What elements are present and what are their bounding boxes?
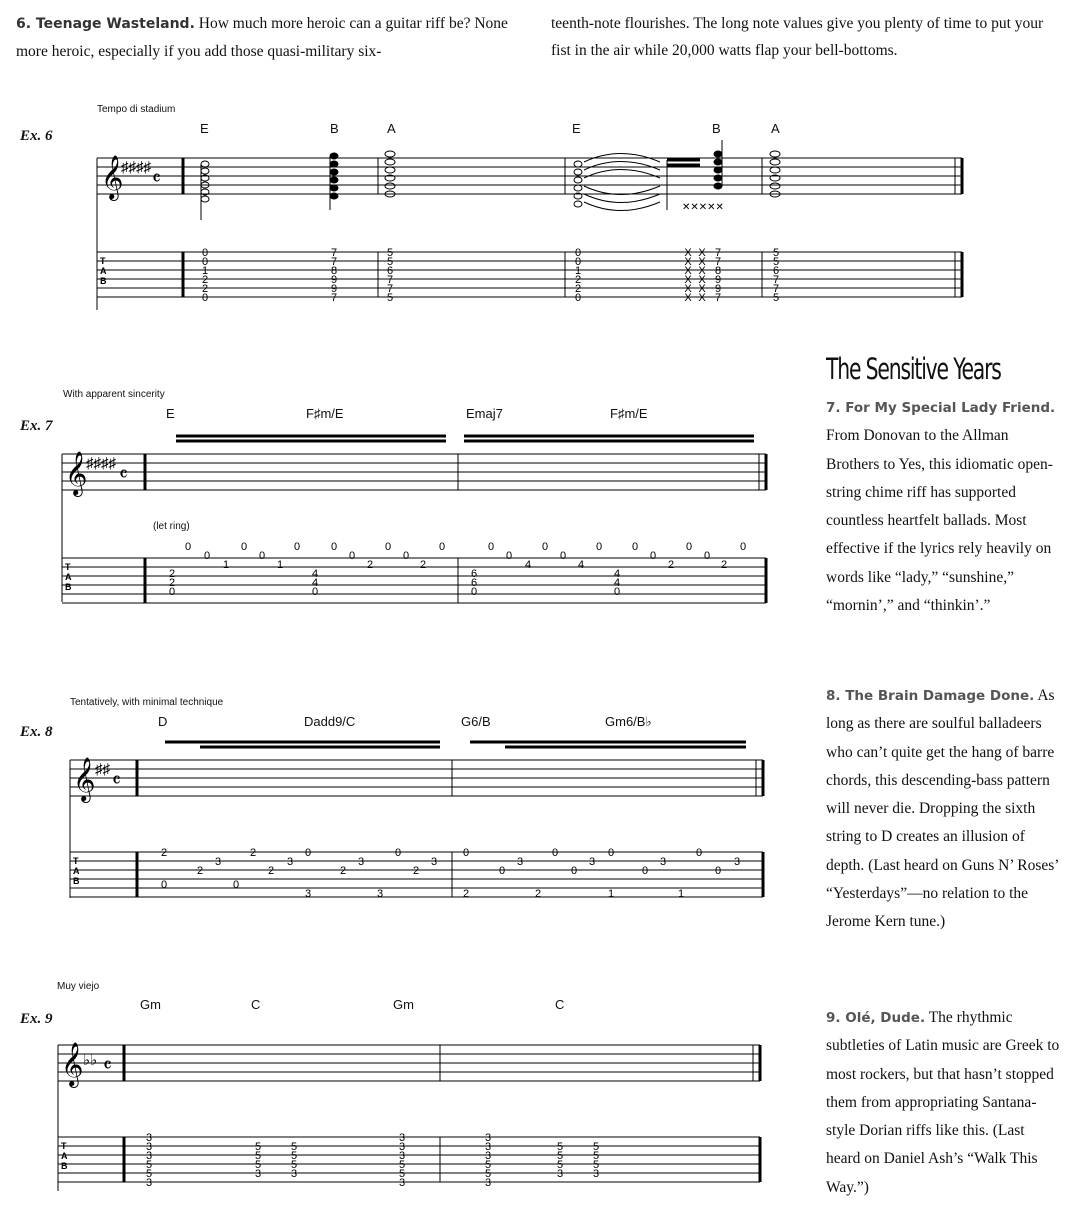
sidebar-body-8: As long as there are soulful balladeers who can’t quite get the hang of barre chords, this descending-bass pattern will never die. Dropping the sixth string to D creates an illusion of depth. (Last heard on Guns N’ Roses’ “Yesterdays”—no relation to the Jerome Kern tune.) xyxy=(826,687,1059,931)
svg-text:4: 4 xyxy=(613,577,621,589)
svg-text:3: 3 xyxy=(430,856,438,868)
ex6-chord-4: E xyxy=(572,121,581,136)
ex6-tab-m7-s3: 8 xyxy=(714,265,722,277)
ex6-tab-m7-s4: 9 xyxy=(714,274,722,286)
intro-col2 xyxy=(551,10,1059,64)
sidebar-item-8 xyxy=(826,682,1062,937)
svg-text:0: 0 xyxy=(703,550,711,562)
sidebar-body-9: The rhythmic subtleties of Latin music are Greek to most rockers, but that hasn’t stopped them from appropriating Santana-style Dorian riffs like this. (Last heard on Daniel Ash’s “Walk This Way.”) xyxy=(826,1009,1060,1196)
svg-text:0: 0 xyxy=(739,541,747,553)
ex6-tab-m8-s2: 5 xyxy=(772,256,780,268)
ex6-tab-m6-s1: X xyxy=(698,247,706,259)
ex6-tab-m1-s2: 0 xyxy=(201,256,209,268)
svg-text:5: 5 xyxy=(145,1159,153,1171)
ex6-tab-m4-s6: 0 xyxy=(574,292,582,304)
svg-text:0: 0 xyxy=(384,541,392,553)
ex6-tab-m5-s3: X xyxy=(684,265,692,277)
svg-text:5: 5 xyxy=(145,1168,153,1180)
svg-text:5: 5 xyxy=(398,1168,406,1180)
svg-text:0: 0 xyxy=(168,586,176,598)
svg-text:2: 2 xyxy=(462,888,470,900)
ex6-tab-m6-s4: X xyxy=(698,274,706,286)
svg-text:3: 3 xyxy=(357,856,365,868)
svg-text:0: 0 xyxy=(160,879,168,891)
svg-text:0: 0 xyxy=(607,847,615,859)
sidebar-item-9 xyxy=(826,1004,1062,1202)
svg-text:2: 2 xyxy=(667,559,675,571)
svg-text:5: 5 xyxy=(398,1159,406,1171)
ex6-tab-m5-s1: X xyxy=(684,247,692,259)
svg-text:0: 0 xyxy=(641,865,649,877)
svg-text:1: 1 xyxy=(222,559,230,571)
svg-text:0: 0 xyxy=(559,550,567,562)
svg-text:A: A xyxy=(100,266,107,276)
svg-text:3: 3 xyxy=(484,1141,492,1153)
svg-text:4: 4 xyxy=(311,577,319,589)
intro-col1 xyxy=(16,10,526,65)
svg-text:♯♯: ♯♯ xyxy=(95,761,110,778)
svg-text:2: 2 xyxy=(419,559,427,571)
svg-text:0: 0 xyxy=(613,586,621,598)
svg-text:0: 0 xyxy=(232,879,240,891)
ex6-chord-3: A xyxy=(387,121,396,136)
ex7-chord-2: F♯m/E xyxy=(306,406,344,421)
svg-text:A: A xyxy=(61,1151,68,1161)
ex6-tab-m5-s4: X xyxy=(684,274,692,286)
svg-text:2: 2 xyxy=(720,559,728,571)
ex6-heading: 6. Teenage Wasteland. xyxy=(16,16,195,32)
svg-text:3: 3 xyxy=(588,856,596,868)
svg-text:3: 3 xyxy=(304,888,312,900)
ex6-tab-m4-s5: 2 xyxy=(574,283,582,295)
svg-text:5: 5 xyxy=(254,1159,262,1171)
svg-text:0: 0 xyxy=(258,550,266,562)
ex9-chord-4: C xyxy=(555,997,565,1012)
ex6-tab-m2-s2: 7 xyxy=(330,256,338,268)
ex6-tab-m3-s3: 6 xyxy=(386,265,394,277)
svg-text:2: 2 xyxy=(339,865,347,877)
ex6-tab-m2-s3: 8 xyxy=(330,265,338,277)
svg-text:3: 3 xyxy=(254,1168,262,1180)
svg-text:✕✕✕✕✕: ✕✕✕✕✕ xyxy=(682,202,724,213)
svg-text:4: 4 xyxy=(524,559,532,571)
ex6-tab-m3-s4: 7 xyxy=(386,274,394,286)
svg-text:5: 5 xyxy=(592,1141,600,1153)
svg-text:0: 0 xyxy=(470,586,478,598)
ex6-tab-m8-s6: 5 xyxy=(772,292,780,304)
svg-text:0: 0 xyxy=(714,865,722,877)
svg-text:5: 5 xyxy=(290,1159,298,1171)
svg-text:5: 5 xyxy=(556,1159,564,1171)
svg-text:0: 0 xyxy=(685,541,693,553)
ex6-chord-2: B xyxy=(330,121,339,136)
svg-text:3: 3 xyxy=(398,1132,406,1144)
svg-text:3: 3 xyxy=(398,1150,406,1162)
svg-text:𝄞: 𝄞 xyxy=(65,453,88,495)
svg-text:♭♭: ♭♭ xyxy=(83,1052,98,1069)
ex6-tab-m5-s6: X xyxy=(684,292,692,304)
sidebar-heading-9: 9. Olé, Dude. xyxy=(826,1010,926,1026)
svg-text:5: 5 xyxy=(290,1150,298,1162)
svg-text:6: 6 xyxy=(470,568,478,580)
svg-text:T: T xyxy=(61,1141,67,1151)
ex6-time-signature: 𝄴 xyxy=(152,168,161,190)
ex6-tab-m3-s5: 7 xyxy=(386,283,394,295)
svg-text:B: B xyxy=(65,582,72,592)
svg-text:0: 0 xyxy=(462,847,470,859)
svg-text:T: T xyxy=(73,856,79,866)
ex7-let-ring: (let ring) xyxy=(153,521,190,532)
svg-text:2: 2 xyxy=(366,559,374,571)
ex6-treble-clef: 𝄞 xyxy=(101,157,124,199)
svg-text:0: 0 xyxy=(649,550,657,562)
svg-text:3: 3 xyxy=(145,1150,153,1162)
ex6-tab-m5-s2: X xyxy=(684,256,692,268)
svg-text:4: 4 xyxy=(311,568,319,580)
svg-text:3: 3 xyxy=(733,856,741,868)
svg-text:5: 5 xyxy=(592,1150,600,1162)
svg-text:0: 0 xyxy=(551,847,559,859)
svg-text:3: 3 xyxy=(659,856,667,868)
svg-text:3: 3 xyxy=(376,888,384,900)
svg-text:1: 1 xyxy=(276,559,284,571)
svg-text:B: B xyxy=(73,876,80,886)
svg-text:0: 0 xyxy=(293,541,301,553)
ex6-tab-m1-s6: 0 xyxy=(201,292,209,304)
svg-text:3: 3 xyxy=(516,856,524,868)
svg-text:3: 3 xyxy=(286,856,294,868)
ex6-chord-5: B xyxy=(712,121,721,136)
svg-text:6: 6 xyxy=(470,577,478,589)
svg-text:3: 3 xyxy=(484,1150,492,1162)
ex6-tab-staff xyxy=(97,252,962,297)
svg-text:5: 5 xyxy=(592,1159,600,1171)
svg-text:3: 3 xyxy=(398,1177,406,1189)
svg-text:♯♯♯♯: ♯♯♯♯ xyxy=(86,455,116,472)
ex6-tab-m8-s4: 7 xyxy=(772,274,780,286)
svg-text:0: 0 xyxy=(348,550,356,562)
svg-text:0: 0 xyxy=(570,865,578,877)
ex6-tab-m7-s6: 7 xyxy=(714,292,722,304)
ex6-tab-m8-s5: 7 xyxy=(772,283,780,295)
svg-text:0: 0 xyxy=(330,541,338,553)
svg-text:1: 1 xyxy=(607,888,615,900)
svg-text:0: 0 xyxy=(541,541,549,553)
svg-text:𝄞: 𝄞 xyxy=(61,1044,84,1086)
svg-text:0: 0 xyxy=(304,847,312,859)
svg-text:2: 2 xyxy=(412,865,420,877)
svg-text:5: 5 xyxy=(254,1141,262,1153)
svg-text:0: 0 xyxy=(631,541,639,553)
ex6-tab-m2-s4: 9 xyxy=(330,274,338,286)
svg-text:3: 3 xyxy=(145,1141,153,1153)
ex6-tab-m4-s1: 0 xyxy=(574,247,582,259)
ex8-label: Ex. 8 xyxy=(20,724,53,740)
ex6-label: Ex. 6 xyxy=(20,128,53,144)
svg-text:3: 3 xyxy=(484,1132,492,1144)
svg-text:𝄞: 𝄞 xyxy=(73,759,96,801)
ex6-tab-m3-s2: 5 xyxy=(386,256,394,268)
ex6-tab-m3-s6: 5 xyxy=(386,292,394,304)
svg-text:𝄴: 𝄴 xyxy=(112,770,121,792)
ex6-tab-m2-s6: 7 xyxy=(330,292,338,304)
svg-text:2: 2 xyxy=(196,865,204,877)
ex7-chord-3: Emaj7 xyxy=(466,406,503,421)
ex6-tab-m7-s2: 7 xyxy=(714,256,722,268)
svg-text:5: 5 xyxy=(254,1150,262,1162)
svg-text:0: 0 xyxy=(402,550,410,562)
svg-text:A: A xyxy=(65,572,72,582)
svg-text:0: 0 xyxy=(498,865,506,877)
ex6-tab-m2-s5: 9 xyxy=(330,283,338,295)
ex6-tempo: Tempo di stadium xyxy=(97,104,176,115)
svg-text:0: 0 xyxy=(438,541,446,553)
ex8-chord-1: D xyxy=(158,714,168,729)
svg-text:0: 0 xyxy=(240,541,248,553)
sidebar-item-7 xyxy=(826,394,1062,620)
svg-text:4: 4 xyxy=(577,559,585,571)
svg-text:T: T xyxy=(100,256,106,266)
ex6-tab-m4-s2: 0 xyxy=(574,256,582,268)
svg-text:2: 2 xyxy=(168,568,176,580)
ex6-tab-m7-s1: 7 xyxy=(714,247,722,259)
svg-text:𝄴: 𝄴 xyxy=(119,464,128,486)
svg-text:2: 2 xyxy=(168,577,176,589)
svg-text:3: 3 xyxy=(214,856,222,868)
svg-text:4: 4 xyxy=(613,568,621,580)
sidebar-heading-7: 7. For My Special Lady Friend. xyxy=(826,400,1056,416)
ex6-chord-6: A xyxy=(771,121,780,136)
ex6-notation xyxy=(0,140,1072,340)
svg-text:5: 5 xyxy=(484,1159,492,1171)
svg-text:3: 3 xyxy=(145,1177,153,1189)
ex6-chord-1: E xyxy=(200,121,209,136)
svg-text:2: 2 xyxy=(249,847,257,859)
svg-text:T: T xyxy=(65,562,71,572)
svg-text:0: 0 xyxy=(487,541,495,553)
svg-text:5: 5 xyxy=(290,1141,298,1153)
svg-text:0: 0 xyxy=(394,847,402,859)
ex6-tab-m1-s1: 0 xyxy=(201,247,209,259)
ex6-tab-m6-s5: X xyxy=(698,283,706,295)
ex6-tab-m4-s3: 1 xyxy=(574,265,582,277)
ex6-text-col1: How much more heroic can a guitar riff be? None more heroic, especially if you add those quasi-military six- xyxy=(16,15,508,60)
svg-text:𝄴: 𝄴 xyxy=(103,1055,112,1077)
ex6-tab-m8-s1: 5 xyxy=(772,247,780,259)
ex6-tab-m6-s3: X xyxy=(698,265,706,277)
ex6-tab-m1-s4: 2 xyxy=(201,274,209,286)
ex6-text-col2: teenth-note flourishes. The long note values give you plenty of time to put your fist in the air while 20,000 watts flap your bell-bottoms. xyxy=(551,15,1044,59)
ex8-chord-4: Gm6/B♭ xyxy=(605,714,652,729)
svg-text:B: B xyxy=(61,1161,68,1171)
svg-text:3: 3 xyxy=(556,1168,564,1180)
ex9-label: Ex. 9 xyxy=(20,1011,53,1027)
svg-text:2: 2 xyxy=(267,865,275,877)
ex6-tab-m6-s6: X xyxy=(698,292,706,304)
svg-text:0: 0 xyxy=(311,586,319,598)
ex9-chord-2: C xyxy=(251,997,261,1012)
ex9-tempo: Muy viejo xyxy=(57,981,100,992)
svg-text:2: 2 xyxy=(534,888,542,900)
svg-text:3: 3 xyxy=(398,1141,406,1153)
ex6-chord-notes xyxy=(201,140,780,220)
ex6-tab-m2-s1: 7 xyxy=(330,247,338,259)
svg-text:3: 3 xyxy=(484,1177,492,1189)
section-title: The Sensitive Years xyxy=(826,352,1001,386)
ex7-tempo: With apparent sincerity xyxy=(63,389,165,400)
ex6-tab-m7-s5: 9 xyxy=(714,283,722,295)
svg-text:5: 5 xyxy=(484,1168,492,1180)
ex6-tab-m3-s1: 5 xyxy=(386,247,394,259)
ex6-tab-m1-s3: 1 xyxy=(201,265,209,277)
svg-text:3: 3 xyxy=(145,1132,153,1144)
ex7-chord-4: F♯m/E xyxy=(610,406,648,421)
svg-text:0: 0 xyxy=(184,541,192,553)
ex6-tab-m1-s5: 2 xyxy=(201,283,209,295)
ex8-chord-3: G6/B xyxy=(461,714,491,729)
ex8-chord-2: Dadd9/C xyxy=(304,714,356,729)
ex6-tab-m4-s4: 2 xyxy=(574,274,582,286)
ex9-chord-1: Gm xyxy=(140,997,161,1012)
svg-text:0: 0 xyxy=(595,541,603,553)
svg-text:1: 1 xyxy=(677,888,685,900)
ex6-tab-numbers xyxy=(202,247,779,304)
svg-text:A: A xyxy=(73,866,80,876)
svg-text:B: B xyxy=(100,276,107,286)
ex6-tab-m5-s5: X xyxy=(684,283,692,295)
ex6-tab-m8-s3: 6 xyxy=(772,265,780,277)
ex7-chord-1: E xyxy=(166,406,175,421)
ex6-key-signature: ♯♯♯♯ xyxy=(121,159,151,176)
svg-text:2: 2 xyxy=(160,847,168,859)
svg-text:0: 0 xyxy=(695,847,703,859)
sidebar-heading-8: 8. The Brain Damage Done. xyxy=(826,688,1035,704)
sidebar-body-7: From Donovan to the Allman Brothers to Yes, this idiomatic open-string chime riff has supported countless heartfelt ballads. Most effective if the lyrics rely heavily on words like “lady,” “sunshine,” “mornin’,” and “thinkin’.” xyxy=(826,427,1053,615)
svg-text:5: 5 xyxy=(556,1141,564,1153)
ex6-staff xyxy=(97,158,962,310)
ex7-label: Ex. 7 xyxy=(20,418,53,434)
svg-text:0: 0 xyxy=(203,550,211,562)
svg-text:0: 0 xyxy=(505,550,513,562)
svg-text:3: 3 xyxy=(592,1168,600,1180)
ex6-tab-m6-s2: X xyxy=(698,256,706,268)
ex8-tempo: Tentatively, with minimal technique xyxy=(70,697,224,708)
svg-text:5: 5 xyxy=(556,1150,564,1162)
svg-text:3: 3 xyxy=(290,1168,298,1180)
ex9-chord-3: Gm xyxy=(393,997,414,1012)
